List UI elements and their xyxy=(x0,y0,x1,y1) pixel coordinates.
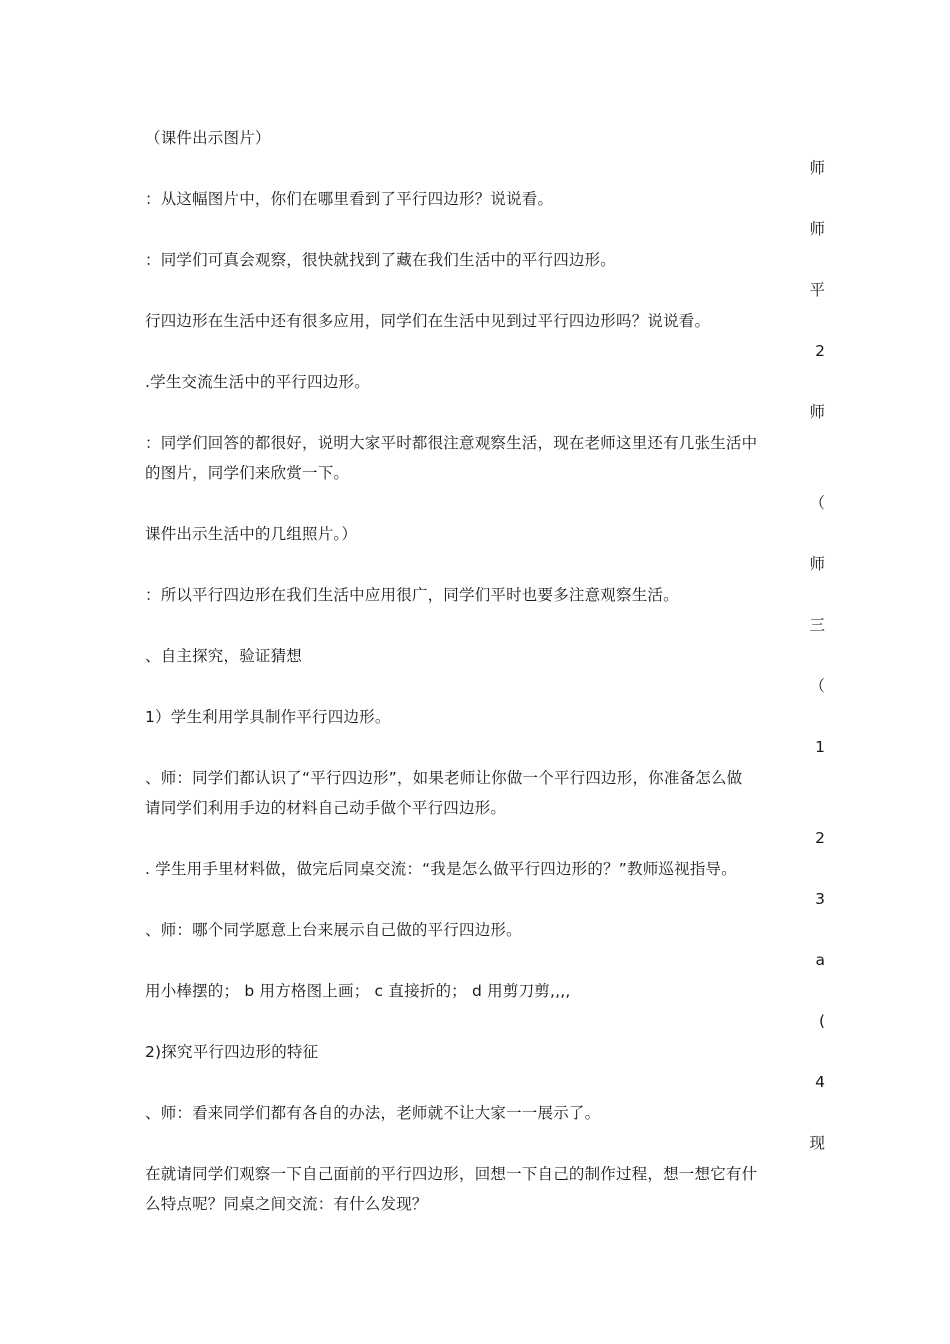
margin-marker: 2 xyxy=(815,829,825,847)
section-heading: 、自主探究，验证猜想 xyxy=(145,647,303,665)
section-heading: 2)探究平行四边形的特征 xyxy=(145,1043,319,1061)
paragraph-line: ：所以平行四边形在我们生活中应用很广，同学们平时也要多注意观察生活。 xyxy=(145,586,679,604)
margin-marker: a xyxy=(815,951,825,969)
paragraph-line: ：从这幅图片中，你们在哪里看到了平行四边形？说说看。 xyxy=(145,190,554,208)
paragraph-line: 、师：同学们都认识了“平行四边形”，如果老师让你做一个平行四边形，你准备怎么做 xyxy=(145,769,743,787)
margin-marker: 师 xyxy=(809,555,825,573)
margin-marker: （ xyxy=(809,494,825,512)
paragraph-line: 用小棒摆的； b 用方格图上画； c 直接折的； d 用剪刀剪,,,, xyxy=(145,982,571,1000)
paragraph-line: 在就请同学们观察一下自己面前的平行四边形，回想一下自己的制作过程，想一想它有什 xyxy=(145,1165,758,1183)
paragraph-line: 么特点呢？同桌之间交流：有什么发现？ xyxy=(145,1195,428,1213)
margin-marker: 师 xyxy=(809,159,825,177)
margin-marker: 平 xyxy=(809,281,825,299)
paragraph-line: .学生交流生活中的平行四边形。 xyxy=(145,373,370,391)
margin-marker: （ xyxy=(809,677,825,695)
paragraph-line: 、师：看来同学们都有各自的办法，老师就不让大家一一展示了。 xyxy=(145,1104,601,1122)
paragraph-line: 请同学们利用手边的材料自己动手做个平行四边形。 xyxy=(145,799,507,817)
margin-marker: ( xyxy=(818,1012,825,1030)
paragraph-line: ：同学们回答的都很好，说明大家平时都很注意观察生活，现在老师这里还有几张生活中 xyxy=(145,434,758,452)
paragraph-line: 、师：哪个同学愿意上台来展示自己做的平行四边形。 xyxy=(145,921,522,939)
margin-marker: 4 xyxy=(815,1073,825,1091)
paragraph-line: 1）学生利用学具制作平行四边形。 xyxy=(145,708,391,726)
margin-marker: 1 xyxy=(815,738,825,756)
paragraph-line: （课件出示图片） xyxy=(145,129,271,147)
margin-marker: 2 xyxy=(815,342,825,360)
margin-marker: 师 xyxy=(809,403,825,421)
margin-marker: 师 xyxy=(809,220,825,238)
margin-marker: 三 xyxy=(809,616,825,634)
paragraph-line: ：同学们可真会观察，很快就找到了藏在我们生活中的平行四边形。 xyxy=(145,251,617,269)
margin-marker: 3 xyxy=(815,890,825,908)
paragraph-line: . 学生用手里材料做，做完后同桌交流：“我是怎么做平行四边形的？”教师巡视指导。 xyxy=(145,860,737,878)
paragraph-line: 课件出示生活中的几组照片。） xyxy=(145,525,358,543)
margin-marker: 现 xyxy=(809,1134,825,1152)
paragraph-line: 的图片，同学们来欣赏一下。 xyxy=(145,464,350,482)
paragraph-line: 行四边形在生活中还有很多应用，同学们在生活中见到过平行四边形吗？说说看。 xyxy=(145,312,711,330)
